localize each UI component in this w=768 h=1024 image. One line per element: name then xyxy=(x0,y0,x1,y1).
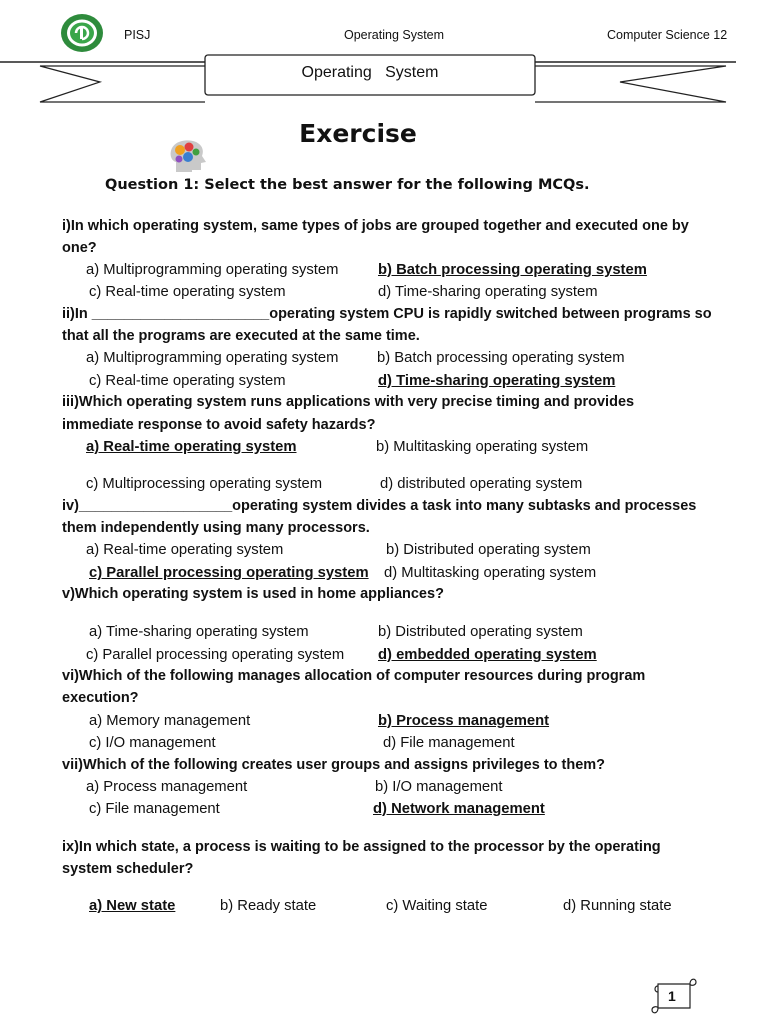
question-2-option-c: c) Real-time operating system xyxy=(89,373,286,389)
question-2-option-d-answer: d) Time-sharing operating system xyxy=(378,373,616,389)
school-logo-icon xyxy=(60,13,104,53)
banner xyxy=(0,52,768,112)
question-4-option-d: d) Multitasking operating system xyxy=(384,565,597,581)
question-3-text-cont: immediate response to avoid safety hazards? xyxy=(62,417,376,433)
question-6-option-d: d) File management xyxy=(383,735,515,751)
question-5-option-b: b) Distributed operating system xyxy=(378,624,583,640)
question-4-option-c-answer: c) Parallel processing operating system xyxy=(89,565,369,581)
question-1-text-cont: one? xyxy=(62,240,97,256)
brain-gears-icon xyxy=(166,138,210,174)
question-4-option-a: a) Real-time operating system xyxy=(86,542,284,558)
question-8-option-c: c) Waiting state xyxy=(386,898,488,914)
question-2-option-b: b) Batch processing operating system xyxy=(377,350,625,366)
question-8-option-b: b) Ready state xyxy=(220,898,317,914)
question-7-option-d-answer: d) Network management xyxy=(373,801,545,817)
question-3-option-a-answer: a) Real-time operating system xyxy=(86,439,297,455)
header-subject: Operating System xyxy=(344,28,445,42)
question-1-option-a: a) Multiprogramming operating system xyxy=(86,262,339,278)
question-3-option-c: c) Multiprocessing operating system xyxy=(86,476,323,492)
question-4-text-cont: them independently using many processors. xyxy=(62,520,370,536)
header-course: Computer Science 12 xyxy=(607,28,728,42)
question-3-option-b: b) Multitasking operating system xyxy=(376,439,589,455)
question-8-text: ix)In which state, a process is waiting to be assigned to the processor by the operating xyxy=(62,839,661,855)
question-6-option-a: a) Memory management xyxy=(89,713,251,729)
page-number: 1 xyxy=(668,988,676,1004)
question-1-option-d: d) Time-sharing operating system xyxy=(378,284,598,300)
banner-title: Operating System xyxy=(301,64,439,81)
header-school: PISJ xyxy=(124,28,151,42)
question-1-option-c: c) Real-time operating system xyxy=(89,284,286,300)
question-1-text: i)In which operating system, same types of jobs are grouped together and executed one by xyxy=(62,218,689,234)
question-7-option-a: a) Process management xyxy=(86,779,248,795)
question-8-option-d: d) Running state xyxy=(563,898,672,914)
page-title: Exercise xyxy=(299,119,417,148)
question-6-text: vi)Which of the following manages allocation of computer resources during program xyxy=(62,668,646,684)
question-4-option-b: b) Distributed operating system xyxy=(386,542,591,558)
question-6-text-cont: execution? xyxy=(62,690,139,706)
question-2-option-a: a) Multiprogramming operating system xyxy=(86,350,339,366)
question-2-text: ii)In ______________________operating system CPU is rapidly switched between programs so xyxy=(62,306,712,322)
question-5-option-c: c) Parallel processing operating system xyxy=(86,647,345,663)
question-5-option-d: d) embedded operating system xyxy=(378,647,597,663)
question-7-option-b: b) I/O management xyxy=(375,779,503,795)
question-8-option-a-answer: a) New state xyxy=(89,898,176,914)
question-6-option-b-answer: b) Process management xyxy=(378,713,550,729)
question-5-option-a: a) Time-sharing operating system xyxy=(89,624,309,640)
question-1-option-b-answer: b) Batch processing operating system xyxy=(378,262,647,278)
question-7-option-c: c) File management xyxy=(89,801,220,817)
question-3-option-d: d) distributed operating system xyxy=(380,476,583,492)
question-8-text-cont: system scheduler? xyxy=(62,861,194,877)
question-5-text: v)Which operating system is used in home appliances? xyxy=(62,586,444,602)
question-7-text: vii)Which of the following creates user groups and assigns privileges to them? xyxy=(62,757,606,773)
question-2-text-cont: that all the programs are executed at the same time. xyxy=(62,328,420,344)
question-heading: Question 1: Select the best answer for the following MCQs. xyxy=(105,177,590,193)
question-3-text: iii)Which operating system runs applications with very precise timing and provides xyxy=(62,394,635,410)
question-6-option-c: c) I/O management xyxy=(89,735,216,751)
question-4-text: iv)___________________operating system divides a task into many subtasks and processes xyxy=(62,498,697,514)
